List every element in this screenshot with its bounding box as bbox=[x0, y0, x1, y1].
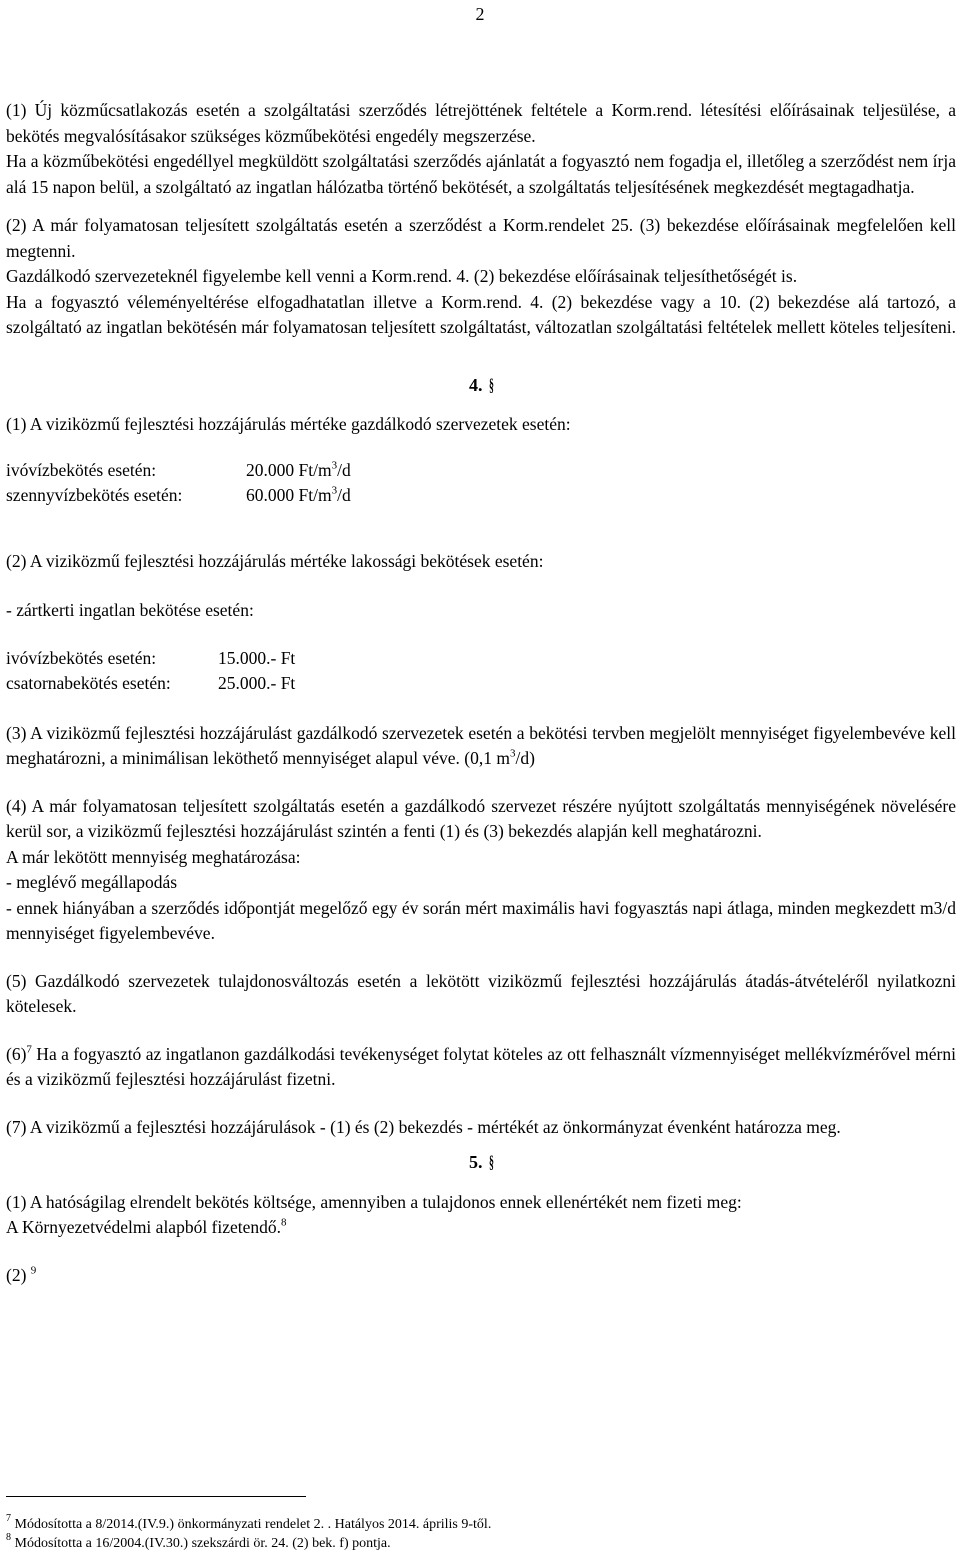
s5-paragraph-1: (1) A hatóságilag elrendelt bekötés költsége, amennyiben a tulajdonos ennek ellenértékét nem fizeti meg: bbox=[6, 1191, 742, 1212]
s4-paragraph-7: (7) A viziközmű a fejlesztési hozzájárulások - (1) és (2) bekezdés - mértékét az önkormányzat évenként határozza meg. bbox=[6, 1116, 841, 1137]
fee-label: ivóvízbekötés esetén: bbox=[6, 459, 157, 480]
fee-row bbox=[6, 483, 956, 509]
s4-paragraph-4c: - meglévő megállapodás bbox=[6, 872, 178, 892]
document-body bbox=[6, 98, 956, 1288]
fee-label: ivóvízbekötés esetén: bbox=[6, 647, 157, 668]
s4-paragraph-6: $(6)^7$ Ha a fogyasztó az ingatlanon gazdálkodási tevékenységet folytat köteles az ott felhasznált vízmennyiséget mellékvízmérővel mérni és a viziközmű fejlesztési hozzájárulást fizetni. bbox=[6, 1042, 956, 1089]
s3-paragraph-2b: Gazdálkodó szervezeteknél figyelembe kell venni a Korm.rend. 4. (2) bekezdése előírásainak teljesíthetőségét is. bbox=[6, 266, 798, 286]
fee-value: 60.000 $Ft/m^3/d$ bbox=[246, 484, 351, 505]
s4-paragraph-5: (5) Gazdálkodó szervezetek tulajdonosváltozás esetén a lekötött viziközmű fejlesztési hozzájárulás átadás-átvételéről nyilatkozni kötelesek. bbox=[6, 970, 956, 1016]
s3-paragraph-1-cont: Ha a közműbekötési engedéllyel megküldött szolgáltatási szerződés ajánlatát a fogyasztó nem fogadja el, illetőleg a szerződést nem írja alá 15 napon belül, a szolgáltató az ingatlan hálózatba történő bekötését, a szolgáltatás teljesítésének megkezdését megtagadhatja. bbox=[6, 151, 956, 197]
fee-value: 25.000.- Ft bbox=[218, 673, 296, 693]
fee-row bbox=[6, 458, 956, 484]
fee-row bbox=[6, 646, 956, 672]
footnote: $^7$ Módosította a 8/2014.(IV.9.) önkormányzati rendelet 2. . Hatályos 2014. április 9-től. bbox=[6, 1513, 492, 1532]
fee-row bbox=[6, 671, 956, 697]
section-heading-5: 5. § bbox=[469, 1152, 494, 1172]
section-heading-4: 4. § bbox=[469, 374, 494, 395]
s3-paragraph-2: (2) A már folyamatosan teljesített szolgáltatás esetén a szerződést a Korm.rendelet 25. (3) bekezdése előírásainak megfelelően kell megtenni. bbox=[6, 215, 956, 261]
footnote-rule bbox=[6, 1496, 306, 1497]
s3-paragraph-1: (1) Új közműcsatlakozás esetén a szolgáltatási szerződés létrejöttének feltétele a Korm.rend. létesítési előírásainak teljesülése, a bekötés megvalósításakor szükséges közműbekötési engedély megszerzése. bbox=[6, 100, 956, 146]
fee-table-2 bbox=[6, 646, 956, 697]
footnotes bbox=[6, 1515, 956, 1553]
fee-value: 20.000 $Ft/m^3/d$ bbox=[246, 458, 351, 480]
s4-paragraph-2: (2) A viziközmű fejlesztési hozzájárulás mértéke lakossági bekötések esetén: bbox=[6, 550, 544, 571]
s4-paragraph-1: (1) A viziközmű fejlesztési hozzájárulás mértéke gazdálkodó szervezetek esetén: bbox=[6, 414, 571, 434]
page-number: 2 bbox=[475, 4, 485, 24]
s4-paragraph-4d: - ennek hiányában a szerződés időpontját megelőző egy év során mért maximális havi fogyasztás napi átlaga, minden megkezdett m3/d mennyiséget figyelembevéve. bbox=[6, 897, 956, 943]
fee-value: 15.000.- Ft bbox=[218, 647, 296, 668]
s5-paragraph-2: (2) $^9$ bbox=[6, 1263, 37, 1285]
s3-paragraph-2c: Ha a fogyasztó véleményeltérése elfogadhatatlan illetve a Korm.rend. 4. (2) bekezdése vagy a 10. (2) bekezdése alá tartozó, a szolgáltató az ingatlan bekötésén már folyamatosan teljesített szolgáltatást, változatlan szolgáltatási feltételek mellett köteles teljesíteni. bbox=[6, 291, 957, 337]
footnote: $^8$ Módosította a 16/2004.(IV.30.) szekszárdi ör. 24. (2) bek. f) pontja. bbox=[6, 1532, 391, 1551]
fee-table-1 bbox=[6, 458, 956, 509]
s4-paragraph-4b: A már lekötött mennyiség meghatározása: bbox=[6, 846, 301, 867]
fee-label: csatornabekötés esetén: bbox=[6, 673, 171, 693]
s4-paragraph-4: (4) A már folyamatosan teljesített szolgáltatás esetén a gazdálkodó szervezet részére nyújtott szolgáltatás mennyiségének növelésére kerül sor, a viziközmű fejlesztési hozzájárulást szintén a fenti (1) és (3) bekezdés alapján kell meghatározni. bbox=[6, 795, 956, 841]
s4-paragraph-3: (3) A viziközmű fejlesztési hozzájárulást gazdálkodó szervezetek esetén a bekötési tervben megjelölt mennyiséget figyelembevéve kell meghatározni, a minimálisan leköthető mennyiséget alapul véve. (0,1 $m^3/d$) bbox=[6, 722, 956, 768]
s4-paragraph-2-sub: - zártkerti ingatlan bekötése esetén: bbox=[6, 600, 254, 620]
s5-paragraph-1b: A Környezetvédelmi alapból fizetendő.$^8$ bbox=[6, 1216, 287, 1237]
fee-label: szennyvízbekötés esetén: bbox=[6, 485, 183, 505]
